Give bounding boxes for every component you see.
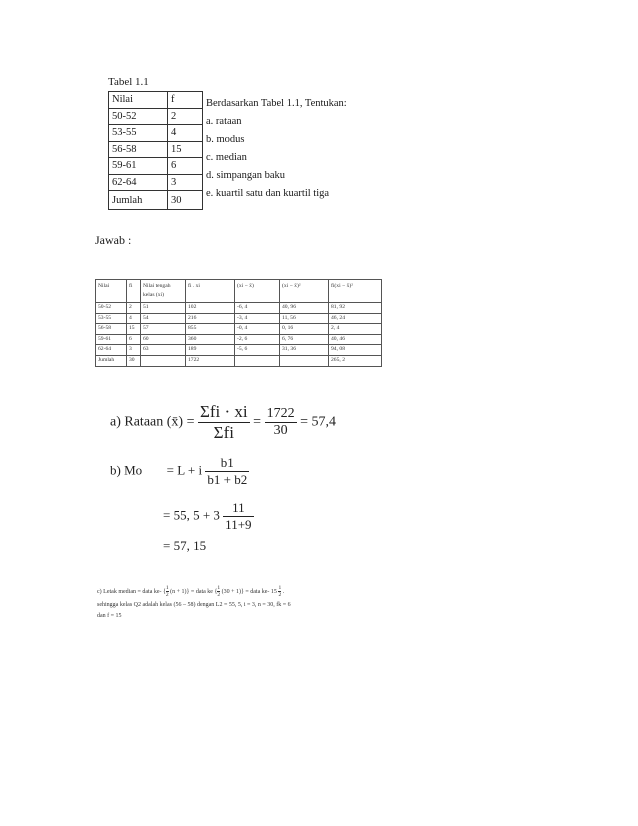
table-cell: 30 [168, 191, 203, 210]
table-cell: 62-64 [96, 345, 127, 356]
table-header-cell: Nilai [96, 280, 127, 303]
table1-title: Tabel 1.1 [108, 76, 149, 88]
mean-numerator: Σfi · xi [199, 402, 248, 421]
table-cell: 189 [186, 345, 235, 356]
table-row [109, 141, 203, 158]
table-total-row [96, 355, 382, 366]
task-item: e. kuartil satu dan kuartil tiga [206, 188, 330, 199]
table-cell: 57 [141, 324, 186, 335]
table-cell: 216 [186, 313, 235, 324]
table-cell: 2 [127, 303, 141, 314]
answer-label: Jawab : [95, 233, 132, 247]
mode-substitution [163, 500, 254, 533]
table-cell: 56-58 [96, 324, 127, 335]
table-cell: 102 [186, 303, 235, 314]
table-header-cell: fi . xi [186, 280, 235, 303]
table-cell: 11, 56 [280, 313, 329, 324]
table-header-row [109, 92, 203, 109]
mean-formula: a) Rataan (x̄) = $\frac{\text{Σfi · xi}}{\text{Σfi}}$ = $\frac{1722}{30}$ = 57,4 [110, 402, 336, 442]
table-cell: 3 [127, 345, 141, 356]
table-cell: 6 [127, 334, 141, 345]
table-header-cell: (xi − x̄)² [280, 280, 329, 303]
mean-value-fraction [265, 406, 297, 439]
table-header-row [96, 280, 382, 303]
table-cell: 50-52 [109, 108, 168, 125]
table-header-cell: Nilai [109, 92, 168, 109]
table-row [109, 125, 203, 142]
mode-substitution-numerator: 11 [223, 500, 253, 517]
table-cell: 81, 92 [329, 303, 382, 314]
mean-fraction [198, 402, 250, 443]
table-cell: 1722 [186, 355, 235, 366]
table-cell: 56-58 [109, 141, 168, 158]
table-cell: 59-61 [109, 158, 168, 175]
table-cell: 2, 4 [329, 324, 382, 335]
task-list [206, 95, 347, 203]
median-text [97, 584, 291, 622]
table-cell: -2, 6 [235, 334, 280, 345]
table-row [109, 174, 203, 191]
table-row [109, 108, 203, 125]
table-cell: 2 [168, 108, 203, 125]
table-row [109, 158, 203, 175]
table-2 [95, 279, 382, 367]
mode-result: = 57, 15 [163, 538, 207, 553]
table-cell: Jumlah [109, 191, 168, 210]
table-cell: 46, 24 [329, 313, 382, 324]
table-cell [141, 355, 186, 366]
table-cell: 15 [168, 141, 203, 158]
table-cell: 855 [186, 324, 235, 335]
table-header-cell: fi [127, 280, 141, 303]
table-total-row [109, 191, 203, 210]
mean-label: a) Rataan [110, 414, 164, 430]
table-row [96, 324, 382, 335]
table-cell: 50-52 [96, 303, 127, 314]
table-header-cell: Nilai tengah kelas (xi) [141, 280, 186, 303]
mode-numerator: b1 [205, 455, 249, 472]
table-cell: 62-64 [109, 174, 168, 191]
task-intro: Berdasarkan Tabel 1.1, Tentukan: [206, 98, 347, 109]
table-cell: 63 [141, 345, 186, 356]
mode-equation: = L + i [166, 462, 203, 478]
mode-substitution-fraction [223, 500, 253, 533]
table-cell: 51 [141, 303, 186, 314]
mean-denominator: Σfi [213, 423, 234, 442]
table-row [96, 334, 382, 345]
table-cell: -6, 4 [235, 303, 280, 314]
mean-symbol: (x̄) [166, 414, 184, 430]
table-cell: 53-55 [109, 125, 168, 142]
median-line-3: dan f = 15 [97, 613, 122, 619]
table-cell: -3, 4 [235, 313, 280, 324]
table-cell [235, 355, 280, 366]
mode-formula [110, 455, 249, 488]
task-item: a. rataan [206, 116, 242, 127]
table-row [96, 303, 382, 314]
table-cell: 6 [168, 158, 203, 175]
table-cell: 59-61 [96, 334, 127, 345]
mean-value-numerator: 1722 [266, 406, 295, 421]
task-item: b. modus [206, 134, 245, 145]
table-cell: 360 [186, 334, 235, 345]
table-row [96, 313, 382, 324]
mode-substitution-denominator: 11+9 [225, 517, 252, 532]
mode-fraction [205, 455, 249, 488]
mode-denominator: b1 + b2 [207, 472, 248, 487]
table-cell: 31, 36 [280, 345, 329, 356]
table-cell: 4 [168, 125, 203, 142]
mode-label: b) Mo [110, 462, 143, 478]
table-1 [108, 91, 203, 210]
table-cell: 60 [141, 334, 186, 345]
table-cell: 94, 08 [329, 345, 382, 356]
table-header-cell: fi(xi − x̄)² [329, 280, 382, 303]
table-cell: -0, 4 [235, 324, 280, 335]
table-cell: 40, 96 [280, 303, 329, 314]
table-cell: 3 [168, 174, 203, 191]
table-cell: 6, 76 [280, 334, 329, 345]
table-cell: 4 [127, 313, 141, 324]
table-header-cell: f [168, 92, 203, 109]
table-cell: 265, 2 [329, 355, 382, 366]
table-cell: 15 [127, 324, 141, 335]
table-cell: 54 [141, 313, 186, 324]
median-line-1: c) Letak median = data ke- { $\frac{1}{2} (n + 1)$} = data ke { $\frac{1}{2} (30 + 1)$} = data ke- 15 $\frac{1}{2}$ . [97, 585, 285, 599]
median-line-2: sehingga kelas Q2 adalah kelas (56 – 58) dengan L2 = 55, 5, i = 3, n = 30, fk = 6 [97, 602, 291, 608]
mode-substitution-prefix: = 55, 5 + 3 [163, 507, 220, 523]
task-item: d. simpangan baku [206, 170, 286, 181]
table-cell: 0, 16 [280, 324, 329, 335]
table-header-cell: (xi − x̄) [235, 280, 280, 303]
table-row [96, 345, 382, 356]
task-item: c. median [206, 152, 247, 163]
mean-result: = 57,4 [300, 414, 336, 430]
table-cell: 53-55 [96, 313, 127, 324]
table-cell [280, 355, 329, 366]
table-cell: 30 [127, 355, 141, 366]
table-cell: -5, 6 [235, 345, 280, 356]
mean-value-denominator: 30 [273, 423, 288, 438]
table-cell: 40, 46 [329, 334, 382, 345]
table-cell: Jumlah [96, 355, 127, 366]
